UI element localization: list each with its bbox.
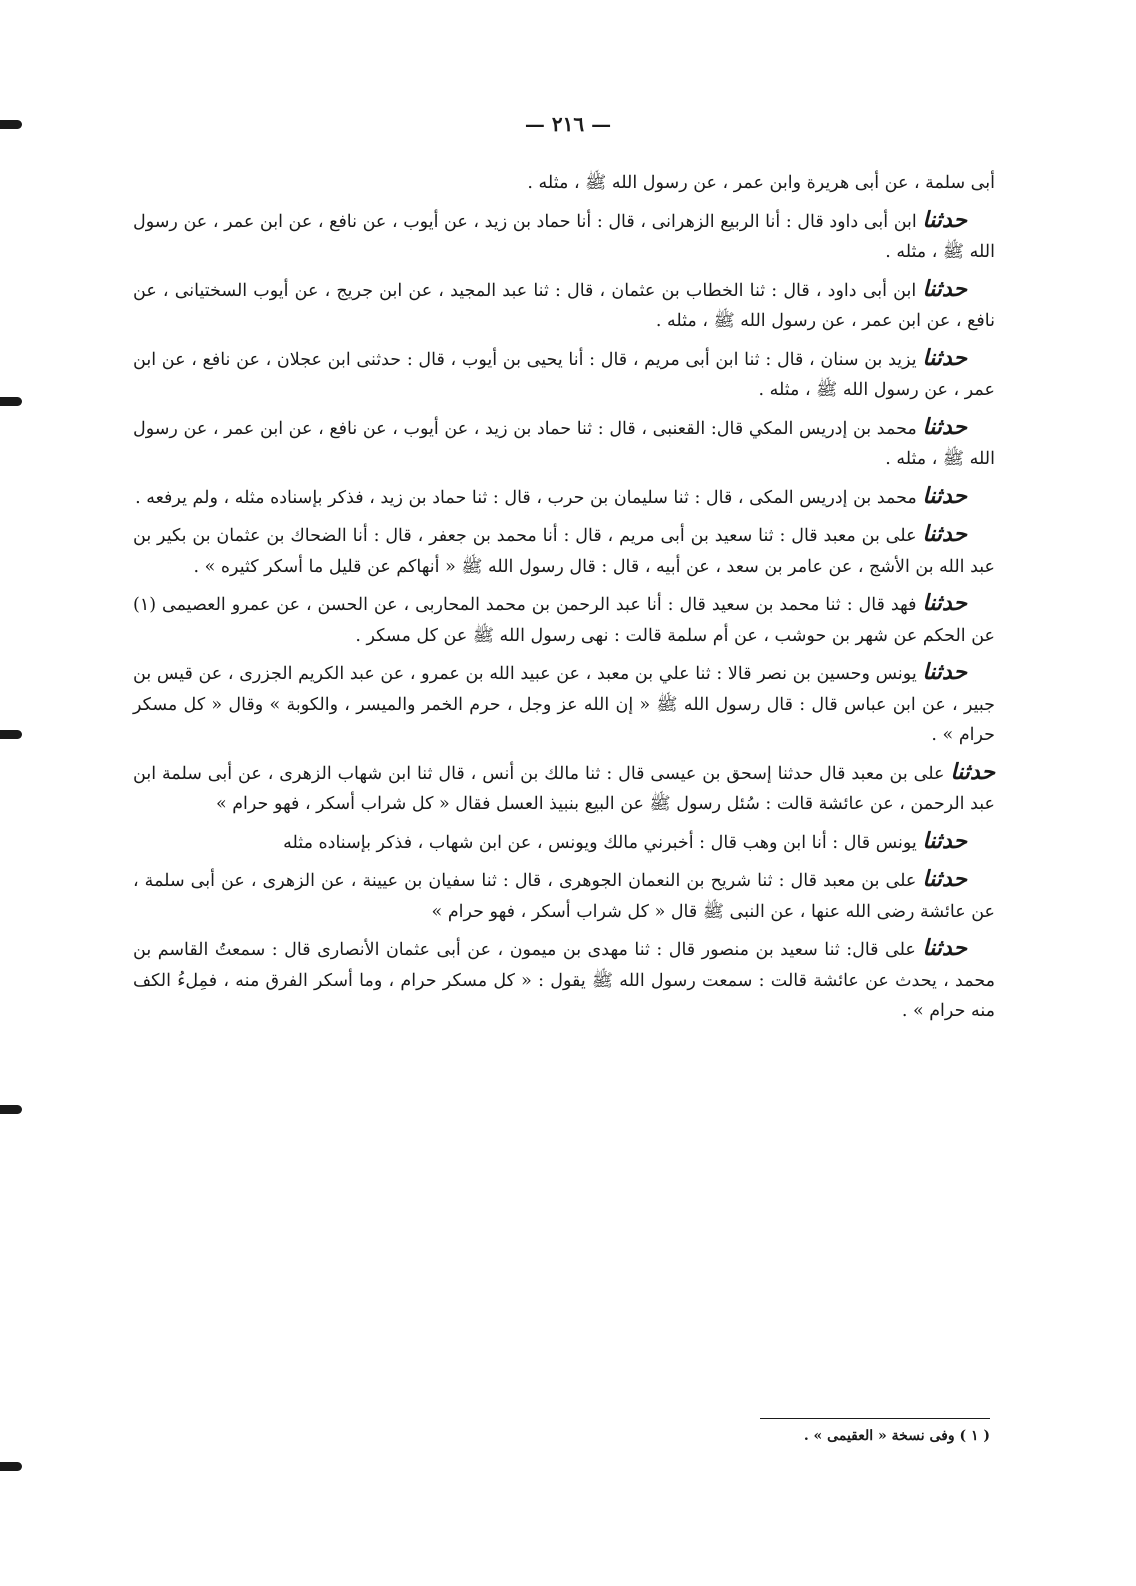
paragraph-text: على بن معبد قال : ثنا سعيد بن أبى مريم ، قال : أنا محمد بن جعفر ، قال : أنا الضحاك بن عثمان بن بكير بن عبد الله بن الأشج ، عن عامر بن سعد ، عن أبيه ، قال : قال رسول الله ﷺ « أنهاكم عن قليل ما أسكر كثيره » . [133,526,995,577]
hadith-keyword: حدثنا [922,344,967,371]
paragraph [133,166,995,199]
hadith-keyword: حدثنا [922,482,967,509]
hadith-keyword: حدثنا [922,206,967,233]
paragraph [133,519,995,582]
page-number: — ٢١٦ — [524,112,612,136]
paragraph-text: يونس قال : أنا ابن وهب قال : أخبرني مالك ويونس ، عن ابن شهاب ، فذكر بإسناده مثله [283,832,923,853]
paragraph [133,588,995,651]
paragraph-text: على بن معبد قال : ثنا شريح بن النعمان الجوهرى ، قال : ثنا سفيان بن عيينة ، عن الزهرى ، عن أبى سلمة ، عن عائشة رضى الله عنها ، عن النبى ﷺ قال « كل شراب أسكر ، فهو حرام » [133,871,995,922]
paragraph-text: محمد بن إدريس المكي قال: القعنبى ، قال : ثنا حماد بن زيد ، عن أيوب ، عن نافع ، عن ابن عمر ، عن رسول الله ﷺ ، مثله . [133,418,995,469]
hadith-keyword: حدثنا [922,827,967,854]
paragraph-text: فهد قال : ثنا محمد بن سعيد قال : أنا عبد الرحمن بن محمد المحاربى ، عن الحسن ، عن عمرو العصيمى (١) عن الحكم عن شهر بن حوشب ، عن أم سلمة قالت : نهى رسول الله ﷺ عن كل مسكر . [133,595,995,646]
body-text [133,166,995,1033]
hadith-keyword: حدثنا [950,758,995,785]
paragraph-text: محمد بن إدريس المكى ، قال : ثنا سليمان بن حرب ، قال : ثنا حماد بن زيد ، فذكر بإسناده مثله ، ولم يرفعه . [135,487,923,508]
hadith-keyword: حدثنا [922,659,967,685]
hadith-keyword: حدثنا [922,413,967,440]
hadith-keyword: حدثنا [922,590,967,616]
scan-edge-mark [0,1105,22,1114]
paragraph [133,826,995,859]
footnote-divider [760,1418,990,1419]
paragraph [133,933,995,1027]
paragraph-text: يزيد بن سنان ، قال : ثنا ابن أبى مريم ، قال : أنا يحيى بن أيوب ، قال : حدثنى ابن عجلان ، عن نافع ، عن ابن عمر ، عن رسول الله ﷺ ، مثله . [133,349,995,400]
hadith-keyword: حدثنا [922,866,967,892]
paragraph-text: ابن أبى داود ، قال : ثنا الخطاب بن عثمان ، قال : ثنا عبد المجيد ، عن ابن جريج ، عن أيوب السختيانى ، عن نافع ، عن ابن عمر ، عن رسول الله ﷺ ، مثله . [133,280,995,331]
paragraph [133,274,995,337]
paragraph [133,481,995,514]
paragraph [133,864,995,927]
paragraph-text: أبى سلمة ، عن أبى هريرة وابن عمر ، عن رسول الله ﷺ ، مثله . [527,173,995,193]
paragraph-text: يونس وحسين بن نصر قالا : ثنا علي بن معبد ، عن عبيد الله بن عمرو ، عن عبد الكريم الجزرى ، عن قيس بن جبير ، عن ابن عباس قال : قال رسول الله ﷺ « إن الله عز وجل ، حرم الخمر والميسر ، والكوبة » وقال « كل مسكر حرام » . [133,664,995,745]
paragraph [133,412,995,475]
paragraph-text: على بن معبد قال حدثنا إسحق بن عيسى قال : ثنا مالك بن أنس ، قال ثنا ابن شهاب الزهرى ، عن أبى سلمة ابن عبد الرحمن ، عن عائشة قالت : سُئل رسول ﷺ عن البيع بنبيذ العسل فقال « كل شراب أسكر ، فهو حرام » [133,763,995,814]
paragraph [133,757,995,820]
scan-edge-mark [0,397,22,406]
paragraph [133,205,995,268]
hadith-keyword: حدثنا [922,275,967,302]
paragraph-text: على قال: ثنا سعيد بن منصور قال : ثنا مهدى بن ميمون ، عن أبى عثمان الأنصارى قال : سمعتُ القاسم بن محمد ، يحدث عن عائشة قالت : سمعت رسول الله ﷺ يقول : « كل مسكر حرام ، وما أسكر الفرق منه ، فمِلءُ الكف منه حرام » . [133,940,995,1021]
paragraph [133,657,995,751]
paragraph [133,343,995,406]
footnote: ( ١ ) وفى نسخة « العقيمى » . [803,1428,990,1444]
hadith-keyword: حدثنا [922,521,967,547]
paragraph-text: ابن أبى داود قال : أنا الربيع الزهرانى ، قال : أنا حماد بن زيد ، عن أيوب ، عن نافع ، عن ابن عمر ، عن رسول الله ﷺ ، مثله . [133,211,995,262]
scan-edge-mark [0,730,22,739]
hadith-keyword: حدثنا [922,935,967,961]
scan-edge-mark [0,1462,22,1471]
